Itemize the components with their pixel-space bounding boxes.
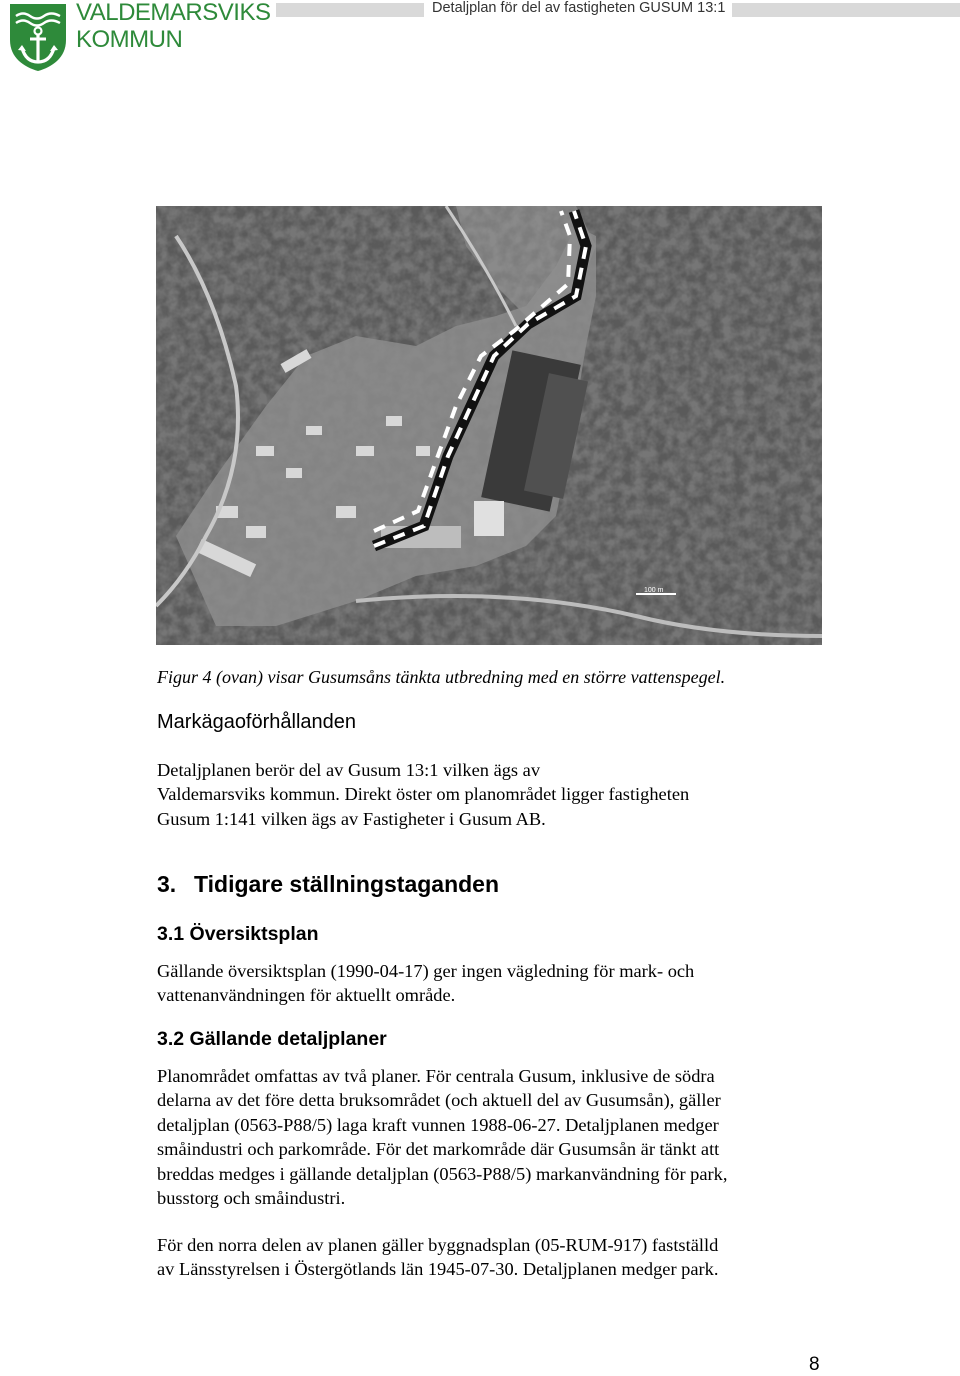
paragraph-line: detaljplan (0563-P88/5) laga kraft vunnen 1988-06-27. Detaljplanen medger [157,1114,719,1135]
section-heading [157,871,499,898]
municipality-name [76,0,270,53]
paragraph-line: breddas medges i gällande detaljplan (0563-P88/5) markanvändning för park, [157,1163,728,1184]
subsection-heading-3-2: 3.2 Gällande detaljplaner [157,1028,387,1050]
paragraph-line: Gusum 1:141 vilken ägs av Fastigheter i Gusum AB. [157,808,546,829]
paragraph-line: För den norra delen av planen gäller byggnadsplan (05-RUM-917) fastställd [157,1235,719,1255]
detail-plans-paragraph-1 [157,1064,827,1210]
subsection-heading-3-1: 3.1 Översiktsplan [157,923,319,945]
page-header [0,0,960,80]
page-number: 8 [809,1354,820,1375]
paragraph-line: Detaljplanen berör del av Gusum 13:1 vilken ägs av [157,760,541,780]
document-title: Detaljplan för del av fastigheten GUSUM 13:1 [432,0,726,16]
ownership-heading: Markägaoförhållanden [157,711,357,733]
municipality-logo-anchor-icon [8,2,68,72]
detail-plans-paragraph-2 [157,1233,827,1282]
paragraph-line: Valdemarsviks kommun. Direkt öster om planområdet ligger fastigheten [157,784,690,805]
org-line-1: VALDEMARSVIKS [76,0,271,26]
scale-label: 100 m [644,587,664,594]
paragraph-line: Gällande översiktsplan (1990-04-17) ger ingen vägledning för mark- och [157,961,695,981]
paragraph-line: av Länsstyrelsen i Östergötlands län 1945-07-30. Detaljplanen medger park. [157,1259,719,1280]
paragraph-line: småindustri och parkområde. För det markområde där Gusumsån är tänkt att [157,1139,720,1160]
paragraph-line: vattenanvändningen för aktuellt område. [157,985,456,1006]
paragraph-line: Planområdet omfattas av två planer. För centrala Gusum, inklusive de södra [157,1066,715,1086]
building-roof [474,501,504,536]
paragraph-line: busstorg och småindustri. [157,1188,346,1209]
section-number: 3. [157,871,177,897]
paragraph-line: delarna av det före detta bruksområdet (och aktuell del av Gusumsån), gäller [157,1090,721,1111]
aerial-photo [156,206,822,645]
ownership-paragraph [157,758,827,831]
header-rule-right [732,3,960,17]
header-rule-left [276,3,424,17]
section-title: Tidigare ställningstaganden [194,871,500,897]
overview-plan-paragraph [157,959,827,1008]
org-line-2: KOMMUN [76,26,183,53]
figure-caption: Figur 4 (ovan) visar Gusumsåns tänkta utbredning med en större vattenspegel. [157,667,726,687]
